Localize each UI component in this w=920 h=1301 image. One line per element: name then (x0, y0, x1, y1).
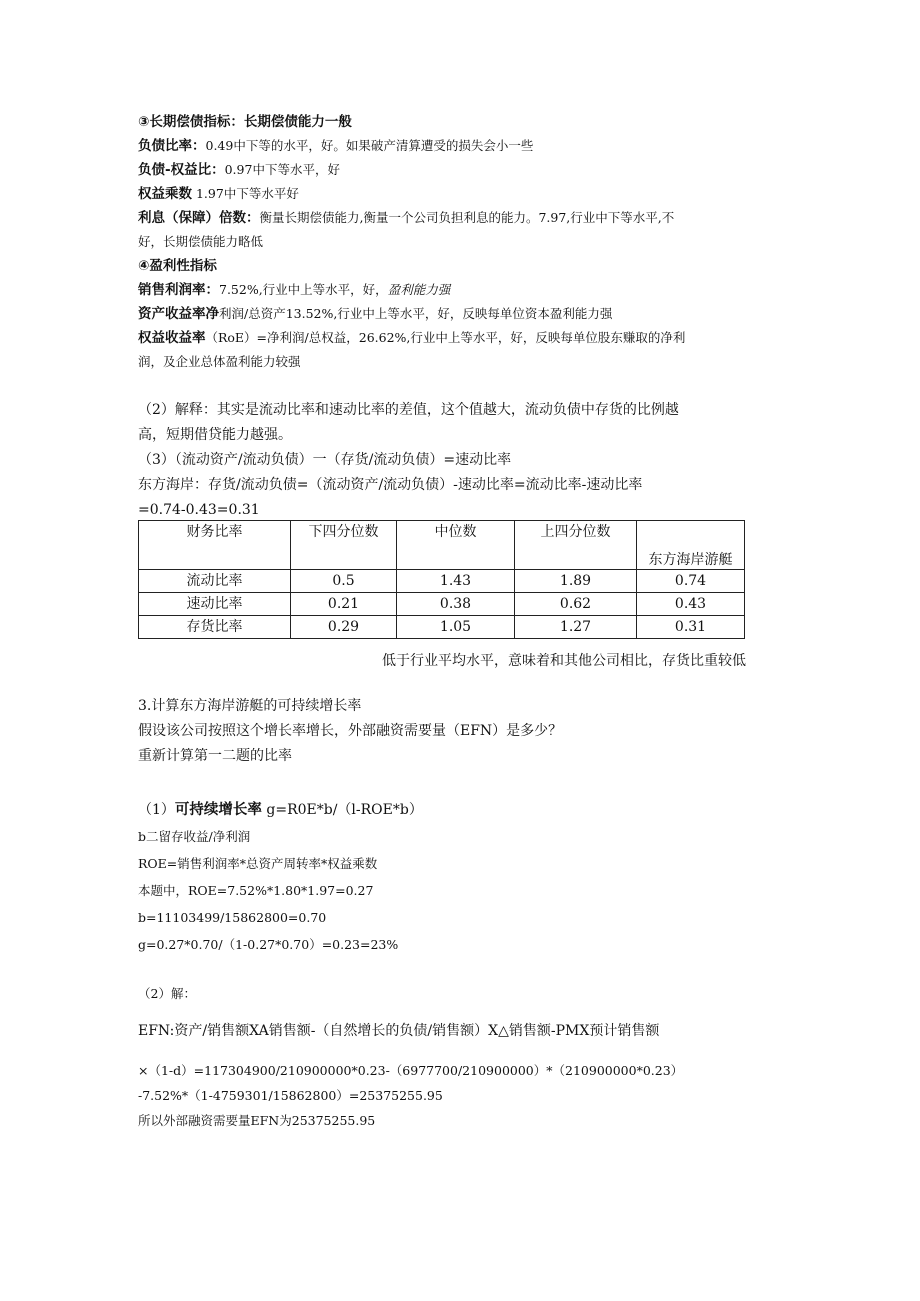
de-ratio-line (138, 161, 340, 179)
ratio-table (138, 520, 745, 639)
table-cell: 0.29 (291, 616, 397, 639)
table-header: 东方海岸游艇 (637, 521, 745, 570)
explanation-line-4: 东方海岸：存货/流动负债=（流动资产/流动负债）-速动比率=流动比率-速动比率 (138, 477, 643, 493)
interest-line-2: 好，长期偿债能力略低 (138, 234, 264, 249)
table-cell: 存货比率 (139, 616, 291, 639)
table-cell: 1.05 (397, 616, 515, 639)
table-cell: 速动比率 (139, 593, 291, 616)
growth-formula: g=R0E*b∕（l-ROE*b） (266, 802, 423, 818)
growth-label-bold: 可持续增长率 (174, 802, 262, 818)
table-header: 下四分位数 (291, 521, 397, 570)
table-cell: 0.21 (291, 593, 397, 616)
explanation-line-5: =0.74-0.43=0.31 (138, 502, 260, 518)
roa-line (138, 305, 612, 323)
table-cell: 流动比率 (139, 570, 291, 593)
equity-multiplier-line (138, 185, 299, 203)
equity-multiplier-label: 权益乘数 (138, 186, 192, 202)
explanation-line-3: （3）（流动资产/流动负债）一（存货/流动负债）=速动比率 (138, 452, 512, 468)
roa-label: 资产收益率净 (138, 306, 219, 322)
table-row (139, 593, 745, 616)
table-cell: 1.89 (515, 570, 637, 593)
table-cell: 0.43 (637, 593, 745, 616)
debt-ratio-text: 0.49中下等的水平，好。如果破产清算遭受的损失会小一些 (205, 138, 534, 153)
growth-formula-line (138, 801, 423, 819)
table-cell: 1.43 (397, 570, 515, 593)
margin-label: 销售利润率： (138, 282, 219, 298)
roe-line-2: 润，及企业总体盈利能力较强 (138, 354, 301, 369)
efn-line-4: 所以外部融资需要量EFN为25375255.95 (138, 1113, 376, 1128)
table-cell: 0.62 (515, 593, 637, 616)
solvency-heading: ③长期偿债指标：长期偿债能力一般 (138, 114, 352, 130)
profitability-heading: ④盈利性指标 (138, 258, 217, 274)
table-row (139, 570, 745, 593)
table-cell: 0.74 (637, 570, 745, 593)
table-row (139, 616, 745, 639)
section3-question-2: 重新计算第一二题的比率 (138, 748, 292, 764)
debt-ratio-line (138, 137, 533, 155)
table-header: 上四分位数 (515, 521, 637, 570)
margin-text: 7.52%,行业中上等水平，好， (219, 282, 388, 297)
table-header-row (139, 521, 745, 570)
table-cell: 0.31 (637, 616, 745, 639)
section3-question-1: 假设该公司按照这个增长率增长，外部融资需要量（EFN）是多少？ (138, 723, 563, 739)
table-cell: 0.5 (291, 570, 397, 593)
table-header: 财务比率 (139, 521, 291, 570)
equity-multiplier-text: 1.97中下等水平好 (195, 186, 299, 201)
growth-label-num: （1） (138, 802, 175, 818)
growth-line-5: g=0.27*0.70/（1-0.27*0.70）=0.23=23% (138, 937, 399, 952)
growth-line-4: b=11103499/15862800=0.70 (138, 910, 327, 925)
explanation-line-2: 高，短期借贷能力越强。 (138, 427, 292, 443)
table-cell: 0.38 (397, 593, 515, 616)
roe-text-1: （RoE）=净利润/总权益，26.62%,行业中上等水平，好，反映每单位股东赚取的净利 (205, 330, 686, 345)
roa-text: 利润/总资产13.52%,行业中上等水平，好，反映每单位资本盈利能力强 (219, 306, 613, 321)
interest-line-1 (138, 209, 674, 227)
table-header: 中位数 (397, 521, 515, 570)
efn-label: （2）解： (138, 986, 196, 1001)
growth-line-1: b二留存收益/净利润 (138, 829, 251, 844)
efn-line-2: ×（1-d）=117304900/210900000*0.23-（6977700/210900000）*（210900000*0.23） (138, 1063, 684, 1078)
roe-label: 权益收益率 (138, 330, 206, 346)
de-ratio-label: 负债-权益比： (138, 162, 225, 178)
roe-line-1 (138, 329, 685, 347)
growth-line-2: ROE=销售利润率*总资产周转率*权益乘数 (138, 856, 378, 871)
interest-label: 利息（保障）倍数： (138, 210, 260, 226)
margin-italic: 盈利能力强 (387, 282, 451, 297)
efn-line-3: -7.52%*（1-4759301/15862800）=25375255.95 (138, 1088, 443, 1103)
margin-line (138, 281, 450, 299)
de-ratio-text: 0.97中下等水平，好 (224, 162, 340, 177)
explanation-line-1: （2）解释：其实是流动比率和速动比率的差值，这个值越大，流动负债中存货的比例越 (138, 402, 679, 418)
efn-line-1: EFN:资产/销售额XA销售额-（自然增长的负债/销售额）X△销售额-PMX预计销售额 (138, 1023, 660, 1039)
table-cell: 1.27 (515, 616, 637, 639)
growth-line-3: 本题中，ROE=7.52%*1.80*1.97=0.27 (138, 883, 374, 898)
section3-title: 3.计算东方海岸游艇的可持续增长率 (138, 698, 362, 714)
debt-ratio-label: 负债比率： (138, 138, 206, 154)
table-note: 低于行业平均水平，意味着和其他公司相比，存货比重较低 (382, 653, 746, 669)
interest-text-1: 衡量长期偿债能力,衡量一个公司负担利息的能力。7.97,行业中下等水平,不 (259, 210, 675, 225)
